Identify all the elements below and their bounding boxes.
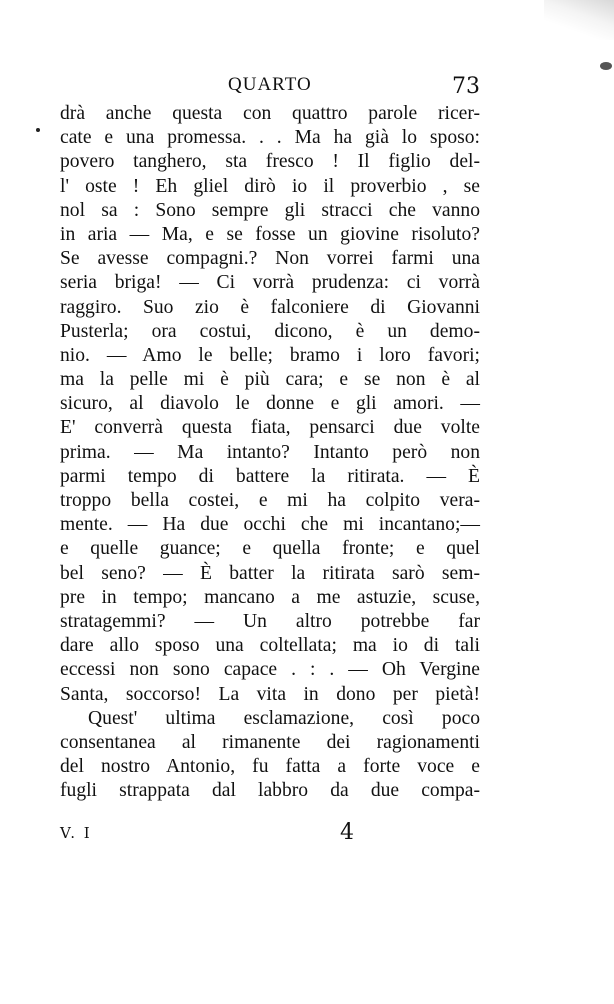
running-title: QUARTO [228,74,312,95]
text-line: eccessi non sono capace . : . — Oh Vergine [60,659,480,681]
text-line: cate e una promessa. . . Ma ha già lo sposo: [60,127,480,149]
running-header [60,74,480,100]
text-line: prima. — Ma intanto? Intanto però non [60,441,480,463]
page-body [60,102,480,803]
text-line: bel seno? — È batter la ritirata sarò sem- [60,562,480,584]
text-line: fugli strappata dal labbro da due compa- [60,780,480,802]
text-line: nio. — Amo le belle; bramo i loro favori; [60,344,480,366]
page-edge-shadow [544,0,614,40]
signature-number: 4 [340,820,354,845]
text-line: pre in tempo; mancano a me astuzie, scuse, [60,586,480,608]
text-line: dare allo sposo una coltellata; ma io di tali [60,635,480,657]
text-line: e quelle guance; e quella fronte; e quel [60,538,480,560]
text-line: mente. — Ha due occhi che mi incantano;— [60,514,480,536]
text-line: troppo bella costei, e mi ha colpito vera- [60,490,480,511]
text-line: povero tanghero, sta fresco ! Il figlio del- [60,151,480,173]
text-line: stratagemmi? — Un altro potrebbe far [60,610,480,632]
text-line: raggiro. Suo zio è falconiere di Giovanni [60,296,480,318]
paragraph-start-line: Quest' ultima esclamazione, così poco [88,707,480,729]
text-line: in aria — Ma, e se fosse un giovine risoluto? [60,223,480,245]
text-line: drà anche questa con quattro parole ricer- [60,103,480,124]
text-line: consentanea al rimanente dei ragionamenti [60,731,480,753]
text-line: parmi tempo di battere la ritirata. — È [60,465,480,487]
ink-smudge [600,62,612,70]
stray-mark [36,128,40,132]
text-line: Se avesse compagni.? Non vorrei farmi una [60,248,480,270]
text-line: sicuro, al diavolo le donne e gli amori. — [60,393,480,415]
text-line: E' converrà questa fiata, pensarci due volte [60,417,480,439]
text-line: del nostro Antonio, fu fatta a forte voce e [60,756,480,778]
text-line: seria briga! — Ci vorrà prudenza: ci vorrà [60,272,480,294]
page-footer [60,820,480,850]
volume-signature: V. I [60,824,92,842]
text-line: Pusterla; ora costui, dicono, è un demo- [60,320,480,342]
text-line: l' oste ! Eh gliel dirò io il proverbio , se [60,175,480,197]
page-number: 73 [452,74,480,99]
text-line: Santa, soccorso! La vita in dono per pietà! [60,683,480,705]
text-line: nol sa : Sono sempre gli stracci che vanno [60,199,480,221]
text-line: ma la pelle mi è più cara; e se non è al [60,369,480,391]
